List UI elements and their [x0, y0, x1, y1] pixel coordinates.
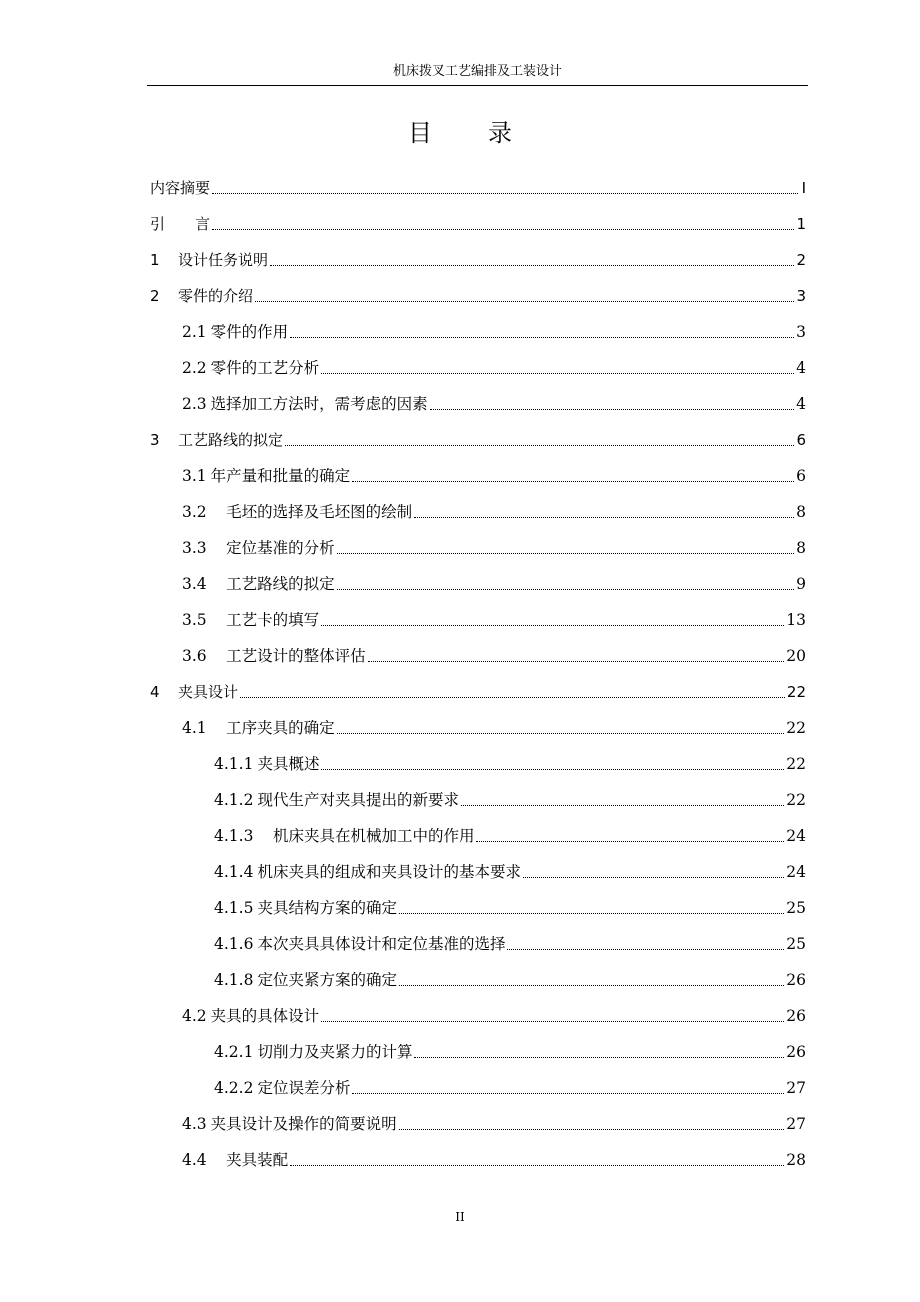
toc-entry-number: 2.2	[182, 359, 207, 377]
running-header: 机床拨叉工艺编排及工装设计	[392, 64, 562, 79]
toc-entry-page: 8	[796, 503, 806, 521]
toc-entry-label: 工艺路线的拟定	[178, 431, 284, 449]
dot-leader	[523, 876, 784, 878]
toc-entry[interactable]	[182, 1003, 806, 1029]
toc-entry-page: 27	[786, 1079, 806, 1097]
toc-entry-label: 本次夹具具体设计和定位基准的选择	[257, 935, 506, 953]
toc-entry-page: 6	[796, 431, 806, 449]
toc-entry-page: 4	[796, 395, 806, 413]
dot-leader	[352, 1092, 784, 1094]
toc-entry[interactable]	[214, 1075, 806, 1101]
toc-entry-label: 零件的介绍	[178, 287, 254, 305]
toc-entry[interactable]	[214, 895, 806, 921]
toc-entry-number: 3.1	[182, 467, 207, 485]
toc-entry-label: 设计任务说明	[178, 251, 269, 269]
toc-entry-label: 年产量和批量的确定	[210, 467, 351, 485]
toc-entry-number: 4.1.5	[214, 899, 254, 917]
toc-entry-page: 25	[786, 899, 806, 917]
toc-entry-page: 22	[786, 791, 806, 809]
toc-entry-page: 25	[786, 935, 806, 953]
toc-entry[interactable]	[214, 787, 806, 813]
toc-entry[interactable]	[214, 859, 806, 885]
toc-entry-page: 22	[786, 719, 806, 737]
header-rule	[147, 85, 808, 86]
toc-entry[interactable]	[182, 607, 806, 633]
toc-entry-page: 26	[786, 1007, 806, 1025]
toc-entry-number: 4.1.4	[214, 863, 254, 881]
toc-entry-page: 8	[796, 539, 806, 557]
toc-entry-label: 毛坯的选择及毛坯图的绘制	[210, 503, 413, 521]
toc-entry-number: 4.1.3	[214, 827, 254, 845]
toc-entry-number: 4.2	[182, 1007, 207, 1025]
toc-entry-page: 27	[786, 1115, 806, 1133]
dot-leader	[414, 1056, 784, 1058]
toc-entry-number: 3.2	[182, 503, 207, 521]
toc-entry-page: 13	[786, 611, 806, 629]
toc-entry[interactable]	[182, 571, 806, 597]
toc-entry-page: 26	[786, 1043, 806, 1061]
dot-leader	[399, 1128, 785, 1130]
toc-entry-label: 工序夹具的确定	[210, 719, 335, 737]
toc-entry-label: 工艺路线的拟定	[210, 575, 335, 593]
toc-entry-number: 4.1.8	[214, 971, 254, 989]
dot-leader	[270, 264, 794, 266]
toc-entry[interactable]	[150, 211, 806, 237]
dot-leader	[399, 984, 784, 986]
dot-leader	[430, 408, 794, 410]
toc-entry-label: 内容摘要	[150, 179, 211, 197]
toc-entry-number: 2	[150, 287, 160, 305]
dot-leader	[285, 444, 794, 446]
toc-entry-page: 20	[786, 647, 806, 665]
toc-entry[interactable]	[150, 679, 806, 705]
toc-entry-page: 3	[796, 323, 806, 341]
toc-entry-page: 26	[786, 971, 806, 989]
dot-leader	[240, 696, 785, 698]
toc-entry-number: 1	[150, 251, 160, 269]
toc-entry[interactable]	[182, 355, 806, 381]
toc-title-right: 录	[488, 119, 512, 147]
toc-entry[interactable]	[182, 499, 806, 525]
dot-leader	[321, 624, 784, 626]
dot-leader	[414, 516, 794, 518]
toc-entry-label: 定位夹紧方案的确定	[257, 971, 397, 989]
toc-entry-label: 工艺设计的整体评估	[210, 647, 366, 665]
toc-entry[interactable]	[150, 283, 806, 309]
toc-entry-page: 1	[796, 215, 806, 233]
toc-entry[interactable]	[182, 463, 806, 489]
dot-leader	[368, 660, 785, 662]
dot-leader	[255, 300, 794, 302]
toc-entry-label: 现代生产对夹具提出的新要求	[257, 791, 459, 809]
dot-leader	[321, 768, 784, 770]
toc-entry-page: 9	[796, 575, 806, 593]
toc-entry[interactable]	[182, 715, 806, 741]
dot-leader	[321, 1020, 784, 1022]
toc-entry-page: 24	[786, 827, 806, 845]
toc-entry-label: 夹具概述	[257, 755, 320, 773]
toc-entry[interactable]	[182, 535, 806, 561]
toc-entry-label: 夹具装配	[210, 1151, 289, 1169]
toc-entry-number: 4.1.1	[214, 755, 254, 773]
dot-leader	[399, 912, 784, 914]
toc-entry[interactable]	[214, 751, 806, 777]
toc-entry-page: 3	[796, 287, 806, 305]
dot-leader	[337, 732, 785, 734]
dot-leader	[212, 192, 798, 194]
toc-entry-page: 6	[796, 467, 806, 485]
toc-entry-number: 4.3	[182, 1115, 207, 1133]
toc-entry-number: 4.2.1	[214, 1043, 254, 1061]
toc-entry[interactable]	[150, 247, 806, 273]
toc-entry-page: I	[801, 179, 806, 197]
toc-title	[0, 115, 920, 151]
dot-leader	[476, 840, 784, 842]
toc-entry[interactable]	[214, 967, 806, 993]
toc-entry-number: 2.3	[182, 395, 207, 413]
dot-leader	[507, 948, 784, 950]
toc-entry-page: 22	[786, 755, 806, 773]
dot-leader	[321, 372, 794, 374]
toc-entry-label: 切削力及夹紧力的计算	[257, 1043, 413, 1061]
toc-entry[interactable]	[182, 643, 806, 669]
toc-entry-number: 3.4	[182, 575, 207, 593]
toc-entry[interactable]	[182, 391, 806, 417]
dot-leader	[337, 588, 794, 590]
toc-entry-number: 4.1.2	[214, 791, 254, 809]
dot-leader	[337, 552, 794, 554]
toc-entry-number: 3.5	[182, 611, 207, 629]
toc-entry-label: 机床夹具在机械加工中的作用	[257, 827, 475, 845]
toc-entry-page: 24	[786, 863, 806, 881]
toc-entry[interactable]	[150, 175, 806, 201]
toc-entry-number: 3	[150, 431, 160, 449]
toc-entry-number: 4.4	[182, 1151, 207, 1169]
toc-title-left: 目	[408, 119, 432, 147]
toc-entry-label: 机床夹具的组成和夹具设计的基本要求	[257, 863, 521, 881]
toc-entry-label: 工艺卡的填写	[210, 611, 320, 629]
toc-entry[interactable]	[150, 427, 806, 453]
toc-entry-label: 零件的作用	[210, 323, 289, 341]
toc-entry-number: 2.1	[182, 323, 207, 341]
toc-entry-label: 引 言	[150, 215, 211, 233]
toc-entry-label: 定位基准的分析	[210, 539, 335, 557]
toc-entry[interactable]	[214, 1039, 806, 1065]
toc-entry-label: 夹具结构方案的确定	[257, 899, 397, 917]
toc-entry-label: 夹具设计及操作的简要说明	[210, 1115, 397, 1133]
toc-entry-label: 定位误差分析	[257, 1079, 351, 1097]
toc-entry-number: 4.1	[182, 719, 207, 737]
toc-entry-label: 夹具设计	[178, 683, 239, 701]
toc-entry-page: 2	[796, 251, 806, 269]
toc-entry-number: 3.6	[182, 647, 207, 665]
dot-leader	[290, 336, 794, 338]
toc-entry-label: 夹具的具体设计	[210, 1007, 320, 1025]
toc-entry-page: 4	[796, 359, 806, 377]
dot-leader	[290, 1164, 784, 1166]
toc-entry[interactable]	[214, 931, 806, 957]
page-number: II	[455, 1210, 465, 1224]
toc-entry-number: 4	[150, 683, 160, 701]
toc-entry[interactable]	[182, 319, 806, 345]
toc-entry-label: 选择加工方法时，需考虑的因素	[210, 395, 428, 413]
toc-entry-number: 3.3	[182, 539, 207, 557]
toc-entry[interactable]	[182, 1147, 806, 1173]
toc-entry-label: 零件的工艺分析	[210, 359, 320, 377]
toc-entry[interactable]	[214, 823, 806, 849]
toc-entry-number: 4.2.2	[214, 1079, 254, 1097]
toc-entry-page: 22	[786, 683, 806, 701]
toc-entry[interactable]	[182, 1111, 806, 1137]
toc-entry-number: 4.1.6	[214, 935, 254, 953]
dot-leader	[352, 480, 794, 482]
dot-leader	[212, 228, 794, 230]
dot-leader	[461, 804, 784, 806]
toc-entry-page: 28	[786, 1151, 806, 1169]
